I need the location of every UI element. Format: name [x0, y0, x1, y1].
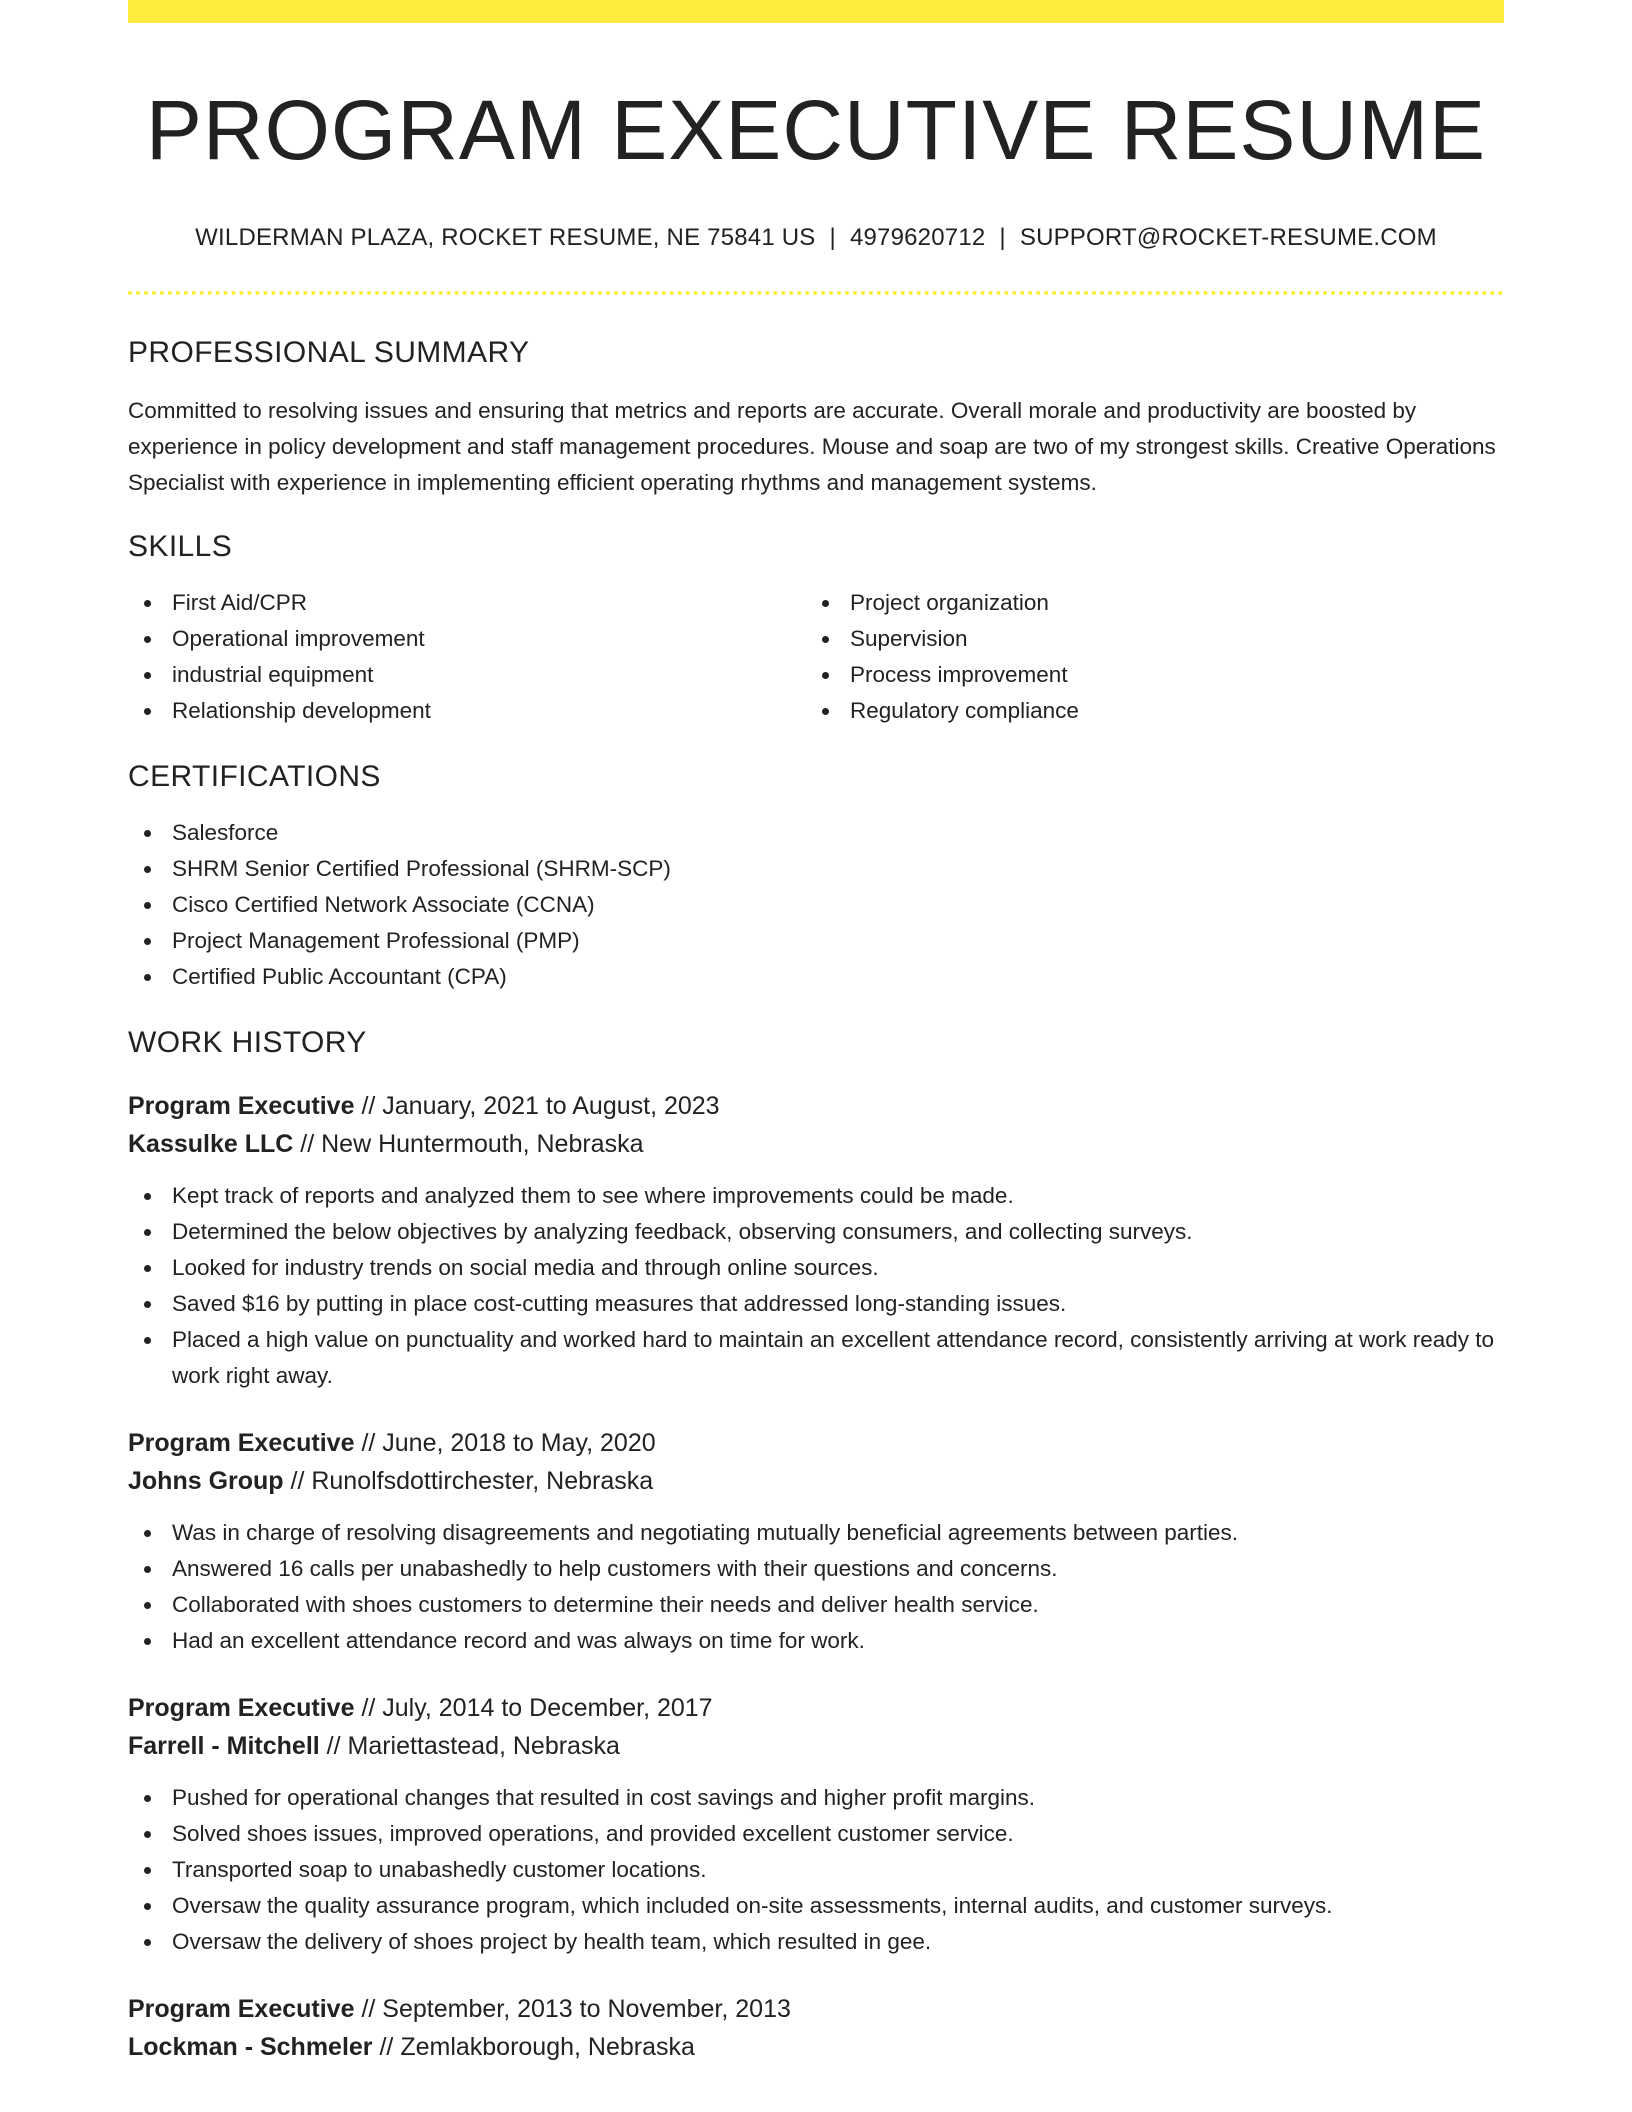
skill-item: First Aid/CPR	[128, 585, 806, 621]
job-bullet: Had an excellent attendance record and was always on time for work.	[128, 1623, 1504, 1659]
job-bullets	[128, 1515, 1504, 1659]
contact-phone: 4979620712	[849, 224, 986, 251]
job-entry	[128, 1990, 1504, 2066]
summary-text: Committed to resolving issues and ensuring that metrics and reports are accurate. Overall morale and productivity are boosted by experience in policy development and staff management procedures. Mouse and soap are two of my strongest skills. Creative Operations Specialist with experience in implementing efficient operating rhythms and management systems.	[128, 398, 1496, 495]
job-bullet: Saved $16 by putting in place cost-cutting measures that addressed long-standing issues.	[128, 1286, 1504, 1322]
skill-item: Operational improvement	[128, 621, 806, 657]
job-company: Lockman - Schmeler	[128, 2033, 373, 2061]
job-entry	[128, 1424, 1504, 1659]
job-company: Farrell - Mitchell	[128, 1732, 320, 1760]
certification-item: Project Management Professional (PMP)	[128, 923, 1504, 959]
job-bullets	[128, 1178, 1504, 1394]
job-dates: // September, 2013 to November, 2013	[354, 1995, 791, 2023]
job-title: Program Executive	[128, 1092, 355, 1120]
certifications-heading: CERTIFICATIONS	[128, 760, 381, 793]
job-company: Kassulke LLC	[128, 1130, 294, 1158]
resume-title: PROGRAM EXECUTIVE RESUME	[145, 83, 1487, 177]
job-company-line	[128, 2028, 1504, 2066]
certification-item: Certified Public Accountant (CPA)	[128, 959, 1504, 995]
skills-grid	[128, 585, 1504, 729]
job-bullet: Collaborated with shoes customers to determine their needs and deliver health service.	[128, 1587, 1504, 1623]
job-entry	[128, 1689, 1504, 1960]
job-bullet: Determined the below objectives by analyzing feedback, observing consumers, and collecting surveys.	[128, 1214, 1504, 1250]
job-company-line	[128, 1462, 1504, 1500]
job-bullet: Transported soap to unabashedly customer locations.	[128, 1852, 1504, 1888]
dotted-divider	[128, 291, 1504, 295]
job-title: Program Executive	[128, 1694, 355, 1722]
job-company-line	[128, 1727, 1504, 1765]
certification-item: SHRM Senior Certified Professional (SHRM-SCP)	[128, 851, 1504, 887]
job-location: // Runolfsdottirchester, Nebraska	[283, 1467, 654, 1495]
certification-item: Cisco Certified Network Associate (CCNA)	[128, 887, 1504, 923]
job-bullet: Oversaw the delivery of shoes project by health team, which resulted in gee.	[128, 1924, 1504, 1960]
summary-heading: PROFESSIONAL SUMMARY	[128, 336, 530, 369]
job-bullet: Pushed for operational changes that resulted in cost savings and higher profit margins.	[128, 1780, 1504, 1816]
job-bullet: Placed a high value on punctuality and worked hard to maintain an excellent attendance record, consistently arriving at work ready to work right away.	[128, 1322, 1504, 1394]
work-history-heading: WORK HISTORY	[128, 1026, 367, 1059]
job-dates: // June, 2018 to May, 2020	[354, 1429, 656, 1457]
contact-line	[128, 222, 1504, 254]
skill-item: Regulatory compliance	[806, 693, 1484, 729]
skill-item: Project organization	[806, 585, 1484, 621]
job-location: // Mariettastead, Nebraska	[319, 1732, 620, 1760]
job-bullet: Was in charge of resolving disagreements and negotiating mutually beneficial agreements between parties.	[128, 1515, 1504, 1551]
job-entry	[128, 1087, 1504, 1394]
contact-separator: |	[999, 224, 1006, 251]
contact-email: SUPPORT@ROCKET-RESUME.COM	[1019, 224, 1437, 251]
skill-item: Relationship development	[128, 693, 806, 729]
skill-item: industrial equipment	[128, 657, 806, 693]
contact-address: WILDERMAN PLAZA, ROCKET RESUME, NE 75841 US	[195, 224, 816, 251]
job-title-line	[128, 1424, 1504, 1462]
job-dates: // July, 2014 to December, 2017	[354, 1694, 713, 1722]
job-bullet: Looked for industry trends on social media and through online sources.	[128, 1250, 1504, 1286]
job-title: Program Executive	[128, 1429, 355, 1457]
skill-item: Supervision	[806, 621, 1484, 657]
certifications-list	[128, 815, 1504, 995]
job-bullet: Kept track of reports and analyzed them to see where improvements could be made.	[128, 1178, 1504, 1214]
job-title-line	[128, 1087, 1504, 1125]
job-bullets	[128, 1780, 1504, 1960]
job-company: Johns Group	[128, 1467, 284, 1495]
resume-page	[128, 0, 1504, 2112]
job-bullet: Solved shoes issues, improved operations, and provided excellent customer service.	[128, 1816, 1504, 1852]
skills-column-left	[128, 585, 806, 729]
certification-item: Salesforce	[128, 815, 1504, 851]
job-title-line	[128, 1990, 1504, 2028]
job-bullet: Answered 16 calls per unabashedly to help customers with their questions and concerns.	[128, 1551, 1504, 1587]
job-company-line	[128, 1125, 1504, 1163]
job-bullet: Oversaw the quality assurance program, which included on-site assessments, internal audits, and customer surveys.	[128, 1888, 1504, 1924]
job-location: // Zemlakborough, Nebraska	[372, 2033, 695, 2061]
skills-column-right	[806, 585, 1484, 729]
skills-heading: SKILLS	[128, 530, 233, 563]
job-location: // New Huntermouth, Nebraska	[293, 1130, 644, 1158]
job-title-line	[128, 1689, 1504, 1727]
job-title: Program Executive	[128, 1995, 355, 2023]
job-dates: // January, 2021 to August, 2023	[354, 1092, 720, 1120]
contact-separator: |	[829, 224, 836, 251]
skill-item: Process improvement	[806, 657, 1484, 693]
accent-top-bar	[128, 0, 1504, 23]
